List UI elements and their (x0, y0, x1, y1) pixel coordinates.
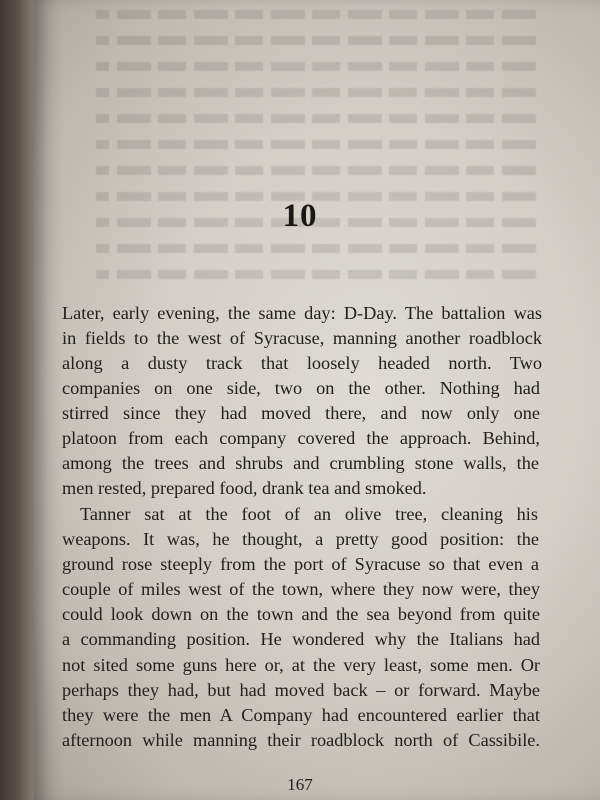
text-line: they were the men A Company had encountered earlier that (62, 705, 540, 725)
text-line: not sited some guns here or, at the very least, some men. Or (62, 655, 540, 675)
text-line: platoon from each company covered the approach. Behind, (62, 428, 540, 448)
text-line: along a dusty track that loosely headed north. Two (62, 353, 542, 373)
text-line: companies on one side, two on the other. Nothing had (62, 378, 540, 398)
text-line: weapons. It was, he thought, a pretty good position: the (62, 529, 539, 549)
text-line: in fields to the west of Syracuse, manning another roadblock (62, 328, 542, 348)
text-line: among the trees and shrubs and crumbling stone walls, the (62, 453, 539, 473)
text-line: ground rose steeply from the port of Syracuse so that even a (62, 554, 539, 574)
text-line: a commanding position. He wondered why the Italians had (62, 629, 540, 649)
text-line: men rested, prepared food, drank tea and smoked. (62, 478, 427, 498)
text-line: afternoon while manning their roadblock north of Cassibile. (62, 730, 540, 750)
text-line: Tanner sat at the foot of an olive tree, cleaning his (80, 504, 538, 524)
page-number: 167 (287, 775, 313, 794)
text-line: perhaps they had, but had moved back – or forward. Maybe (62, 680, 540, 700)
text-line: stirred since they had moved there, and now only one (62, 403, 540, 423)
chapter-number: 10 (282, 198, 318, 234)
show-through-text (96, 10, 536, 310)
text-line: couple of miles west of the town, where they now were, they (62, 579, 540, 599)
text-line: could look down on the town and the sea beyond from quite (62, 604, 540, 624)
text-line: Later, early evening, the same day: D-Day. The battalion was (62, 303, 542, 323)
